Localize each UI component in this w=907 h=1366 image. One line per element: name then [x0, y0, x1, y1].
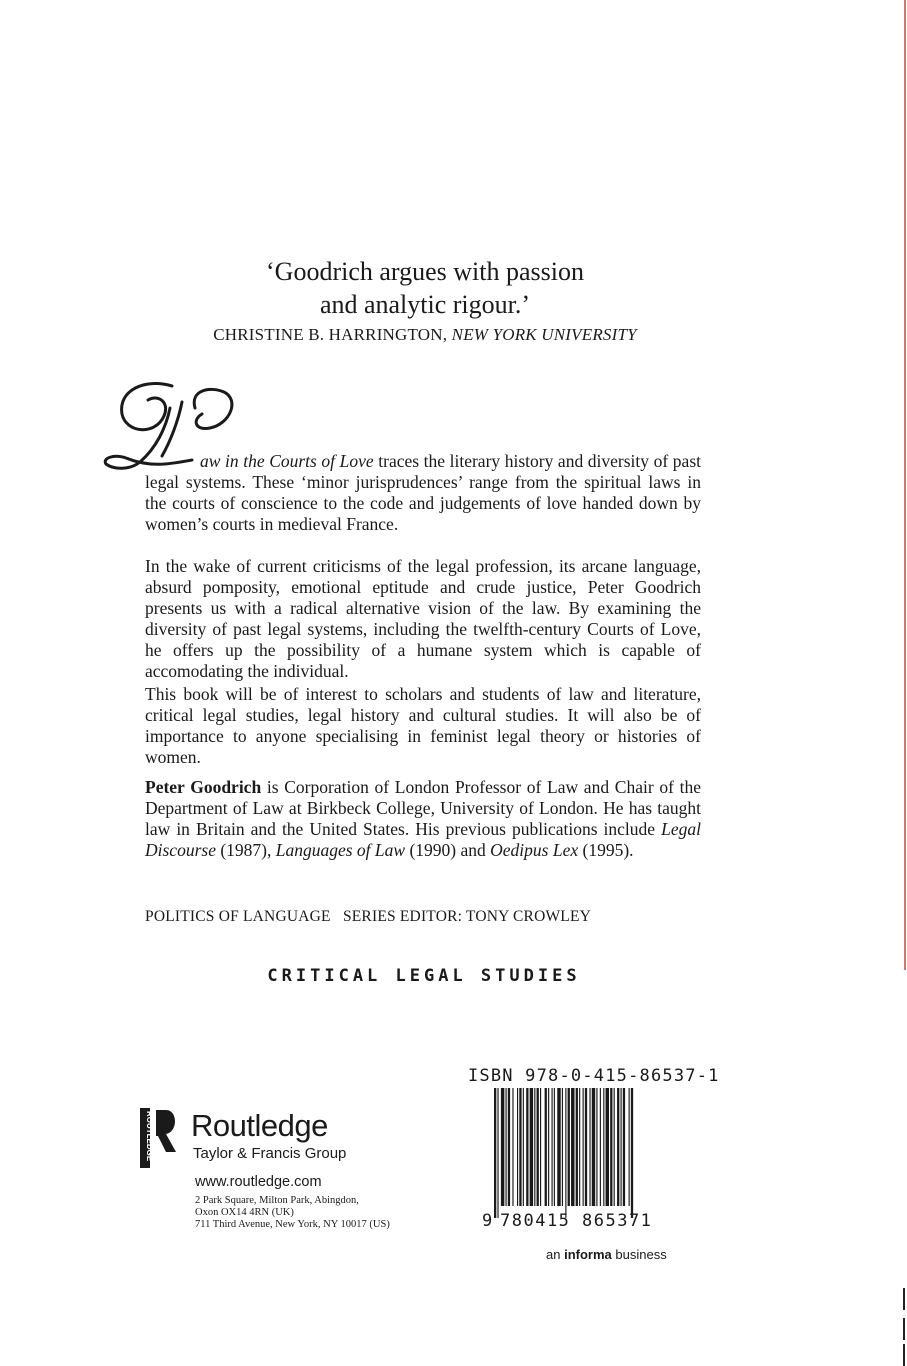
barcode-bar — [526, 1088, 528, 1206]
barcode-bar — [600, 1088, 601, 1206]
trim-mark — [903, 1318, 905, 1340]
barcode-digits-left: 780415 — [500, 1211, 571, 1228]
barcode-bar — [606, 1088, 609, 1206]
publisher-group: Taylor & Francis Group — [193, 1145, 347, 1162]
barcode-bar — [565, 1088, 566, 1218]
attribution-name: CHRISTINE B. HARRINGTON, — [213, 325, 448, 344]
barcode-digits-right: 865371 — [582, 1211, 653, 1228]
description-paragraph: This book will be of interest to scholars and students of law and literature, critical legal studies, legal history and cultural studies. It will also be of importance to anyone specialising in feminist legal theory or histories of women. — [145, 684, 701, 767]
barcode-bar — [592, 1088, 595, 1206]
barcode-bar — [576, 1088, 578, 1206]
barcode-bar — [545, 1088, 547, 1206]
edge-line — [904, 0, 906, 970]
barcode-bar — [552, 1088, 553, 1206]
barcode-bar — [523, 1088, 524, 1206]
quote-line-2: and analytic rigour.’ — [319, 290, 531, 319]
barcode-bar — [614, 1088, 615, 1206]
barcode-bar — [540, 1088, 541, 1206]
barcode-bar — [519, 1088, 521, 1206]
series-name: POLITICS OF LANGUAGE — [145, 908, 331, 925]
barcode-bars — [494, 1088, 633, 1218]
barcode-bar — [512, 1088, 513, 1206]
barcode-bar — [610, 1088, 612, 1206]
subject-category: CRITICAL LEGAL STUDIES — [267, 966, 581, 986]
publisher-name: Routledge — [191, 1108, 328, 1143]
barcode-bar — [571, 1088, 574, 1206]
barcode-bar — [557, 1088, 560, 1206]
quote-attribution — [160, 325, 690, 345]
barcode — [482, 1088, 672, 1228]
description-paragraph: In the wake of current criticisms of the legal profession, its arcane language, absurd pomposity, emotional eptitude and crude justice, Peter Goodrich presents us with a radical alternative vision of the law. By examining the diversity of past legal systems, including the twelfth-century Courts of Love, he offers up the possibility of a humane system which is capable of accomodating the individual. — [145, 556, 701, 681]
author-bio: Peter Goodrich is Corporation of London Professor of Law and Chair of the Department of Law at Birkbeck College, University of London. He has taught law in Britain and the United States. His previous publications include Legal Discourse (1987), Languages of Law (1990) and Oedipus Lex (1995). — [145, 777, 702, 860]
barcode-bar — [583, 1088, 584, 1206]
publisher-address: 2 Park Square, Milton Park, Abingdon, Oxon OX14 4RN (UK) 711 Third Avenue, New York, NY 10017 (US) — [195, 1195, 390, 1230]
series-editor: SERIES EDITOR: TONY CROWLEY — [342, 908, 592, 925]
trim-mark — [903, 1344, 905, 1366]
barcode-bar — [501, 1088, 504, 1206]
attribution-affiliation: NEW YORK UNIVERSITY — [451, 325, 637, 344]
logo-vertical-text: ROUTLEDGE — [145, 1111, 154, 1162]
quote-line-1: ‘Goodrich argues with passion — [266, 257, 584, 286]
barcode-bar — [596, 1088, 597, 1206]
informa-tagline: an informa business — [546, 1247, 667, 1262]
barcode-bar — [554, 1088, 555, 1206]
barcode-bar — [629, 1088, 630, 1206]
barcode-bar — [617, 1088, 619, 1206]
barcode-bar — [506, 1088, 507, 1206]
barcode-bar — [494, 1088, 496, 1218]
barcode-bar — [537, 1088, 539, 1206]
barcode-bar — [623, 1088, 625, 1206]
barcode-bar — [631, 1088, 633, 1218]
series-info — [145, 908, 591, 926]
barcode-bar — [497, 1088, 498, 1218]
barcode-bar — [568, 1088, 570, 1206]
publisher-website: www.routledge.com — [195, 1174, 322, 1190]
barcode-bar — [589, 1088, 590, 1206]
barcode-bar — [517, 1088, 518, 1206]
barcode-bar — [603, 1088, 604, 1206]
author-name: Peter Goodrich — [145, 777, 262, 797]
book-title: aw in the Courts of Love — [200, 451, 374, 471]
barcode-bar — [621, 1088, 622, 1206]
barcode-bar — [508, 1088, 510, 1206]
barcode-bar — [548, 1088, 549, 1206]
barcode-bar — [585, 1088, 587, 1206]
barcode-bar — [562, 1088, 563, 1206]
trim-mark — [903, 1288, 905, 1310]
barcode-bar — [579, 1088, 580, 1206]
barcode-digit-first: 9 — [482, 1211, 493, 1228]
routledge-logo-icon — [140, 1108, 180, 1168]
isbn-label: ISBN 978-0-415-86537-1 — [468, 1066, 720, 1086]
review-quote — [200, 255, 650, 321]
description-paragraph: aw in the Courts of Love traces the literary history and diversity of past legal systems. These ‘minor jurisprudences’ range from the spiritual laws in the courts of conscience to the code and judgements of love handed down by women’s courts in medieval France. — [145, 451, 701, 534]
barcode-bar — [534, 1088, 535, 1206]
barcode-bar — [530, 1088, 533, 1206]
